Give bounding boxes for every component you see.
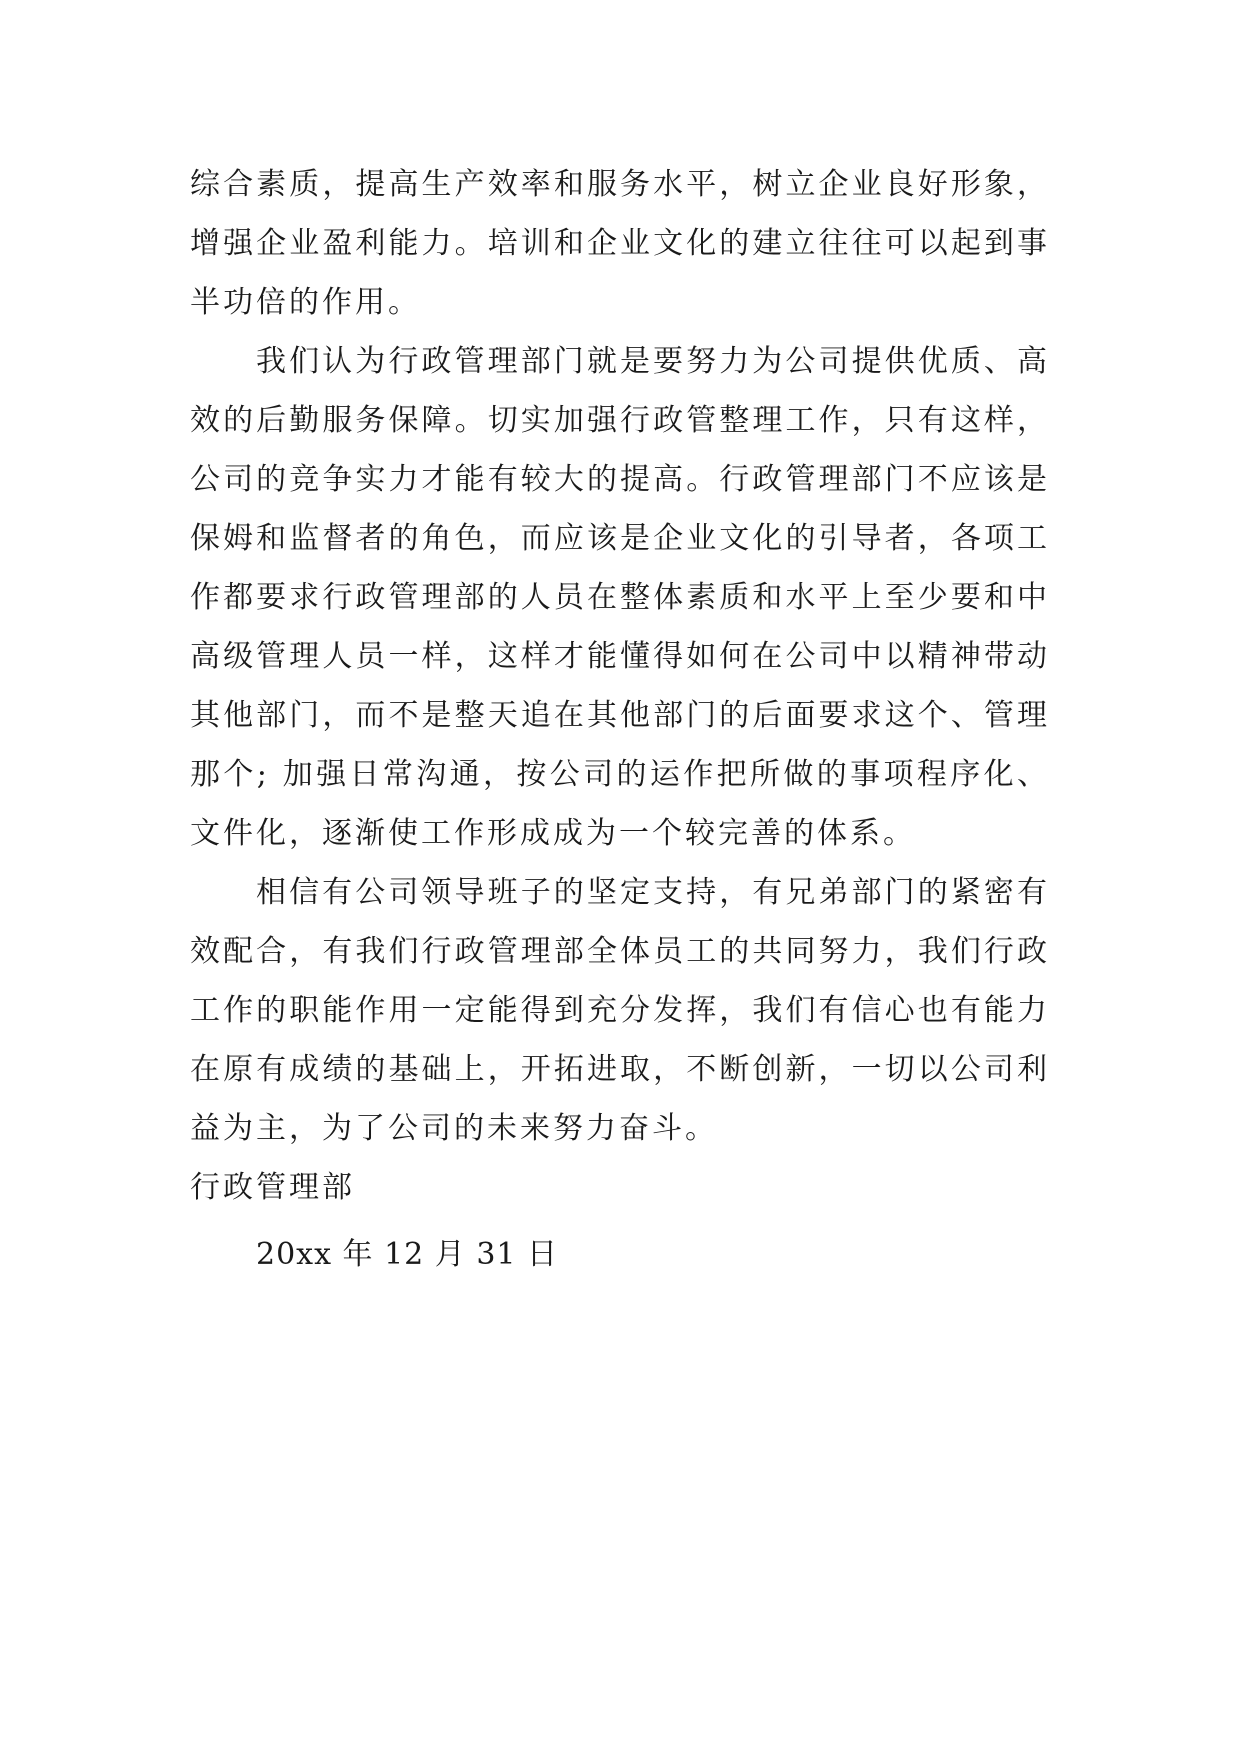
paragraph-conclusion: 相信有公司领导班子的坚定支持，有兄弟部门的紧密有效配合，有我们行政管理部全体员工的共同努力，我们行政工作的职能作用一定能得到充分发挥，我们有信心也有能力在原有成绩的基础上，开拓进取，不断创新，一切以公司利益为主，为了公司的未来努力奋斗。 (190, 875, 1050, 1146)
paragraph-continuation: 综合素质，提高生产效率和服务水平，树立企业良好形象，增强企业盈利能力。培训和企业文化的建立往往可以起到事半功倍的作用。 (190, 167, 1050, 320)
signature-department: 行政管理部 (190, 1170, 355, 1205)
signature-date: 20xx 年 12 月 31 日 (256, 1237, 559, 1272)
paragraph-admin-role: 我们认为行政管理部门就是要努力为公司提供优质、高效的后勤服务保障。切实加强行政管整理工作，只有这样，公司的竞争实力才能有较大的提高。行政管理部门不应该是保姆和监督者的角色，而应该是企业文化的引导者，各项工作都要求行政管理部的人员在整体素质和水平上至少要和中高级管理人员一样，这样才能懂得如何在公司中以精神带动其他部门，而不是整天追在其他部门的后面要求这个、管理那个; 加强日常沟通，按公司的运作把所做的事项程序化、文件化，逐渐使工作形成成为一个较完善的体系。 (190, 344, 1050, 851)
document-body (190, 155, 1050, 1284)
